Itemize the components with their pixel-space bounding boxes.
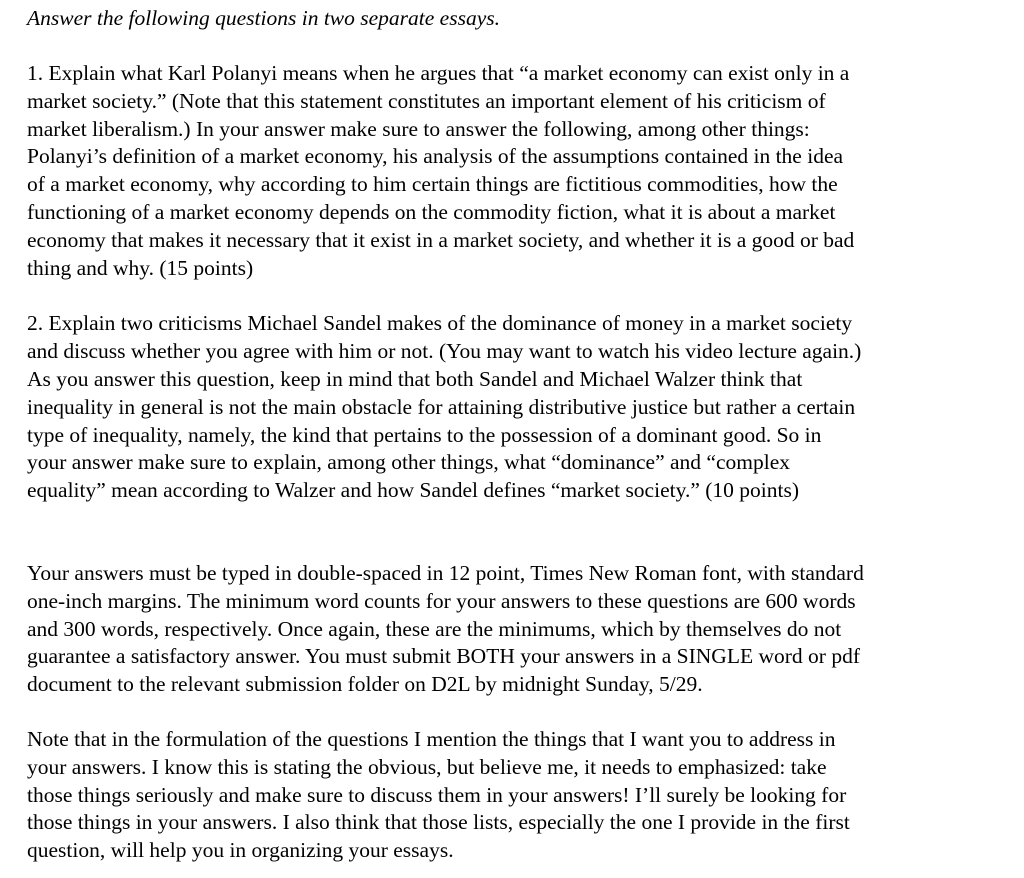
instructions-line: document to the relevant submission folder on D2L by midnight Sunday, 5/29. [27,672,703,697]
question-1-line: economy that makes it necessary that it exist in a market society, and whether it is a good or bad [27,227,855,252]
note-line: your answers. I know this is stating the obvious, but believe me, it needs to emphasized: take [27,754,827,779]
question-1-line: Polanyi’s definition of a market economy, his analysis of the assumptions contained in the idea [27,144,844,169]
note-line: those things in your answers. I also think that those lists, especially the one I provide in the first [27,810,850,835]
note-line: question, will help you in organizing your essays. [27,838,454,863]
question-2-line: type of inequality, namely, the kind that pertains to the possession of a dominant good. So in [27,422,822,447]
question-1-line: thing and why. (15 points) [27,255,254,280]
question-2-line: As you answer this question, keep in mind that both Sandel and Michael Walzer think that [27,366,803,391]
note-line: those things seriously and make sure to discuss them in your answers! I’ll surely be looking for [27,782,847,807]
question-2-line: inequality in general is not the main obstacle for attaining distributive justice but rather a certain [27,394,856,419]
note-line: Note that in the formulation of the questions I mention the things that I want you to address in [27,726,836,751]
question-1-line: market society.” (Note that this statement constitutes an important element of his criticism of [27,88,826,113]
question-2-line: 2. Explain two criticisms Michael Sandel makes of the dominance of money in a market society [27,311,853,336]
question-1-line: functioning of a market economy depends on the commodity fiction, what it is about a market [27,199,836,224]
question-1-line: market liberalism.) In your answer make sure to answer the following, among other things: [27,116,810,141]
instructions-line: Your answers must be typed in double-spaced in 12 point, Times New Roman font, with standard [27,560,864,585]
instructions-line: and 300 words, respectively. Once again, these are the minimums, which by themselves do not [27,616,842,641]
question-1-paragraph [27,60,1002,282]
assignment-heading: Answer the following questions in two separate essays. [27,6,500,30]
question-2-paragraph [27,310,1002,505]
submission-instructions-paragraph [27,560,1002,699]
question-2-line: your answer make sure to explain, among other things, what “dominance” and “complex [27,450,791,475]
note-paragraph [27,726,1002,865]
question-1-line: 1. Explain what Karl Polanyi means when he argues that “a market economy can exist only in a [27,61,850,85]
instructions-line: guarantee a satisfactory answer. You must submit BOTH your answers in a SINGLE word or pdf [27,644,860,669]
instructions-line: one-inch margins. The minimum word counts for your answers to these questions are 600 words [27,588,856,613]
question-2-line: equality” mean according to Walzer and how Sandel defines “market society.” (10 points) [27,478,799,503]
question-2-line: and discuss whether you agree with him or not. (You may want to watch his video lecture again.) [27,339,862,364]
question-1-line: of a market economy, why according to him certain things are fictitious commodities, how the [27,172,838,197]
document-page [27,4,1002,865]
